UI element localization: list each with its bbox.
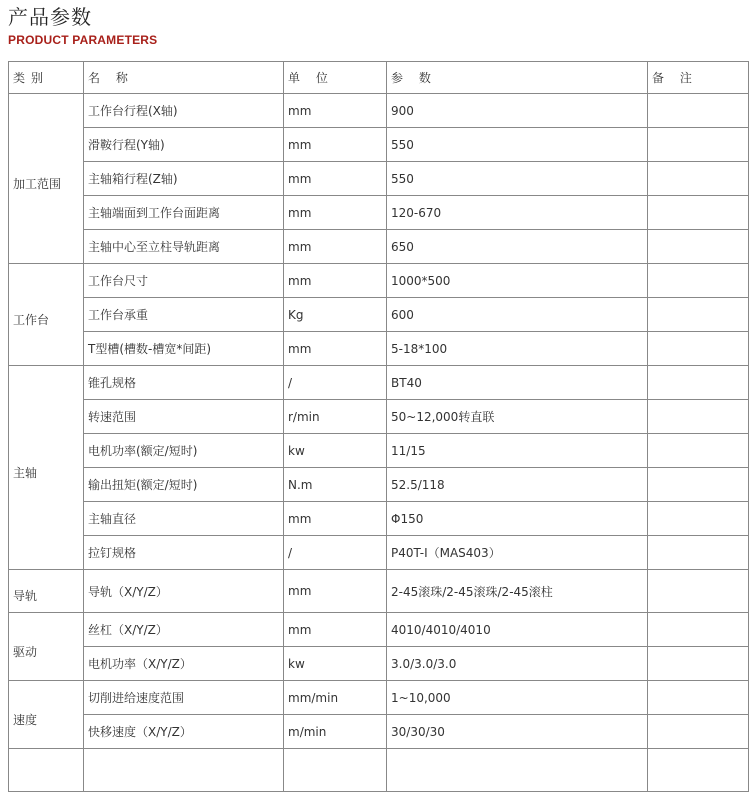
table-row [9,570,749,613]
unit-cell: mm [284,613,387,647]
note-cell [648,613,749,647]
value-cell: 3.0/3.0/3.0 [387,647,648,681]
value-cell: 2-45滚珠/2-45滚珠/2-45滚柱 [387,570,648,613]
table-row [9,468,749,502]
unit-cell: mm [284,162,387,196]
name-cell: 主轴中心至立柱导轨距离 [84,230,284,264]
unit-cell: mm [284,128,387,162]
note-cell [648,715,749,749]
name-cell: 丝杠（X/Y/Z） [84,613,284,647]
note-cell [648,468,749,502]
category-cell [9,749,84,792]
table-row [9,715,749,749]
page-header [8,4,157,47]
value-cell: 52.5/118 [387,468,648,502]
note-cell [648,400,749,434]
note-cell [648,94,749,128]
value-cell: 11/15 [387,434,648,468]
note-cell [648,434,749,468]
table-row [9,332,749,366]
table-row [9,434,749,468]
name-cell: 锥孔规格 [84,366,284,400]
note-cell [648,749,749,792]
value-cell: 900 [387,94,648,128]
name-cell: 快移速度（X/Y/Z） [84,715,284,749]
note-cell [648,264,749,298]
note-cell [648,298,749,332]
unit-cell: kw [284,647,387,681]
value-cell: 4010/4010/4010 [387,613,648,647]
name-cell: 电机功率(额定/短时) [84,434,284,468]
value-cell: 120-670 [387,196,648,230]
name-cell: 工作台尺寸 [84,264,284,298]
unit-cell: mm [284,570,387,613]
note-cell [648,196,749,230]
note-cell [648,332,749,366]
page-subtitle: PRODUCT PARAMETERS [8,33,158,47]
note-cell [648,128,749,162]
table-row [9,613,749,647]
value-cell: 550 [387,162,648,196]
table-row [9,366,749,400]
name-cell: 转速范围 [84,400,284,434]
table-row [9,230,749,264]
name-cell: 主轴直径 [84,502,284,536]
note-cell [648,366,749,400]
note-cell [648,536,749,570]
table-row [9,128,749,162]
category-cell: 工作台 [9,264,84,366]
name-cell: 拉钉规格 [84,536,284,570]
value-cell: P40T-I（MAS403） [387,536,648,570]
column-header-name: 名 称 [84,62,284,94]
value-cell: BT40 [387,366,648,400]
unit-cell: mm [284,230,387,264]
table-row [9,298,749,332]
unit-cell: mm/min [284,681,387,715]
table-row [9,749,749,792]
table-row [9,502,749,536]
column-header-unit: 单 位 [284,62,387,94]
name-cell: 主轴箱行程(Z轴) [84,162,284,196]
unit-cell: mm [284,264,387,298]
table-row [9,264,749,298]
unit-cell: mm [284,94,387,128]
column-header-note: 备 注 [648,62,749,94]
value-cell: 50~12,000转直联 [387,400,648,434]
name-cell: 主轴端面到工作台面距离 [84,196,284,230]
note-cell [648,681,749,715]
category-cell: 加工范围 [9,94,84,264]
name-cell: 滑鞍行程(Y轴) [84,128,284,162]
unit-cell: Kg [284,298,387,332]
unit-cell: mm [284,502,387,536]
note-cell [648,647,749,681]
table-row [9,647,749,681]
table-row [9,536,749,570]
page-title: 产品参数 [8,5,92,29]
unit-cell: / [284,536,387,570]
name-cell: 输出扭矩(额定/短时) [84,468,284,502]
table-row [9,196,749,230]
table-row [9,681,749,715]
unit-cell: m/min [284,715,387,749]
table-header-row [9,62,749,94]
value-cell: 650 [387,230,648,264]
unit-cell: / [284,366,387,400]
note-cell [648,502,749,536]
table-row [9,94,749,128]
table-row [9,400,749,434]
note-cell [648,230,749,264]
value-cell: 30/30/30 [387,715,648,749]
value-cell: 5-18*100 [387,332,648,366]
name-cell [84,749,284,792]
name-cell: 导轨（X/Y/Z） [84,570,284,613]
unit-cell [284,749,387,792]
value-cell: 600 [387,298,648,332]
unit-cell: mm [284,196,387,230]
value-cell: 1000*500 [387,264,648,298]
unit-cell: kw [284,434,387,468]
name-cell: 电机功率（X/Y/Z） [84,647,284,681]
note-cell [648,570,749,613]
name-cell: 工作台行程(X轴) [84,94,284,128]
table-body [9,94,749,792]
name-cell: 工作台承重 [84,298,284,332]
value-cell: 1~10,000 [387,681,648,715]
value-cell [387,749,648,792]
value-cell: 550 [387,128,648,162]
category-cell: 导轨 [9,570,84,613]
unit-cell: N.m [284,468,387,502]
column-header-category: 类别 [9,62,84,94]
category-cell: 速度 [9,681,84,749]
table-row [9,162,749,196]
value-cell: Φ150 [387,502,648,536]
unit-cell: r/min [284,400,387,434]
unit-cell: mm [284,332,387,366]
category-cell: 主轴 [9,366,84,570]
note-cell [648,162,749,196]
column-header-value: 参 数 [387,62,648,94]
category-cell: 驱动 [9,613,84,681]
name-cell: T型槽(槽数-槽宽*间距) [84,332,284,366]
parameters-table [8,61,749,792]
name-cell: 切削进给速度范围 [84,681,284,715]
